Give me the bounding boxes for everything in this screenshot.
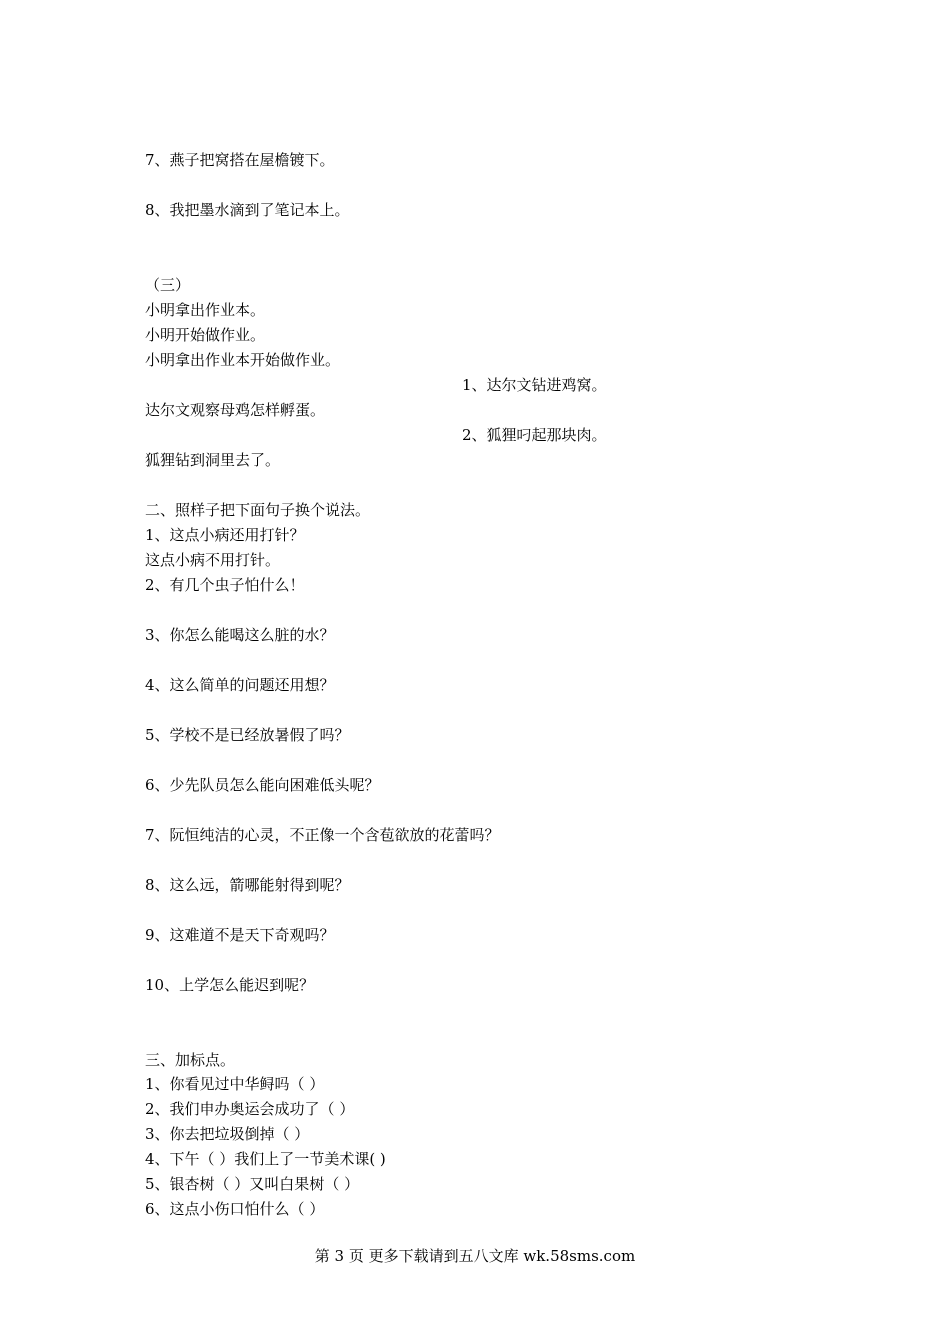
section-two-item: 3、你怎么能喝这么脏的水？: [145, 626, 335, 644]
punctuation-item: 4、下午（ ）我们上了一节美术课( ): [145, 1150, 386, 1168]
section-two-item: 8、这么远，箭哪能射得到呢？: [145, 876, 350, 894]
section-two-item: 5、学校不是已经放暑假了吗？: [145, 726, 350, 744]
punctuation-item: 6、这点小伤口怕什么（ ）: [145, 1200, 325, 1218]
sentence-item-7: 7、燕子把窝搭在屋檐镀下。: [145, 151, 335, 169]
section-two-item: 7、阮恒纯洁的心灵，不正像一个含苞欲放的花蕾吗？: [145, 826, 500, 844]
section-two-item: 6、少先队员怎么能向困难低头呢？: [145, 776, 380, 794]
section-two-heading: 二、照样子把下面句子换个说法。: [145, 501, 371, 519]
question-1-sentence-a: 1、达尔文钻进鸡窝。: [462, 376, 607, 394]
sentence-item-8: 8、我把墨水滴到了笔记本上。: [145, 201, 350, 219]
question-2-sentence-a: 2、狐狸叼起那块肉。: [462, 426, 607, 444]
punctuation-item: 3、你去把垃圾倒掉（ ）: [145, 1125, 310, 1143]
example-sentence-1: 小明拿出作业本。: [145, 301, 266, 319]
section-two-item: 4、这么简单的问题还用想？: [145, 676, 335, 694]
section-two-example-answer: 这点小病不用打针。: [145, 551, 281, 569]
part-three-heading: （三）: [145, 276, 191, 294]
punctuation-item: 2、我们申办奥运会成功了（ ）: [145, 1100, 355, 1118]
example-sentence-2: 小明开始做作业。: [145, 326, 266, 344]
question-2-sentence-b: 狐狸钻到洞里去了。: [145, 451, 281, 469]
section-three-heading: 三、加标点。: [145, 1051, 236, 1069]
example-combined-sentence: 小明拿出作业本开始做作业。: [145, 351, 341, 369]
section-two-example-question: 1、这点小病还用打针？: [145, 526, 305, 544]
section-two-item: 9、这难道不是天下奇观吗？: [145, 926, 335, 944]
section-two-item: 2、有几个虫子怕什么！: [145, 576, 305, 594]
question-1-sentence-b: 达尔文观察母鸡怎样孵蛋。: [145, 401, 326, 419]
section-two-item: 10、上学怎么能迟到呢？: [145, 976, 315, 994]
punctuation-item: 5、银杏树（ ）又叫白果树（ ）: [145, 1175, 360, 1193]
punctuation-item: 1、你看见过中华鲟吗（ ）: [145, 1075, 325, 1093]
page-footer: 第 3 页 更多下载请到五八文库 wk.58sms.com: [314, 1247, 636, 1265]
